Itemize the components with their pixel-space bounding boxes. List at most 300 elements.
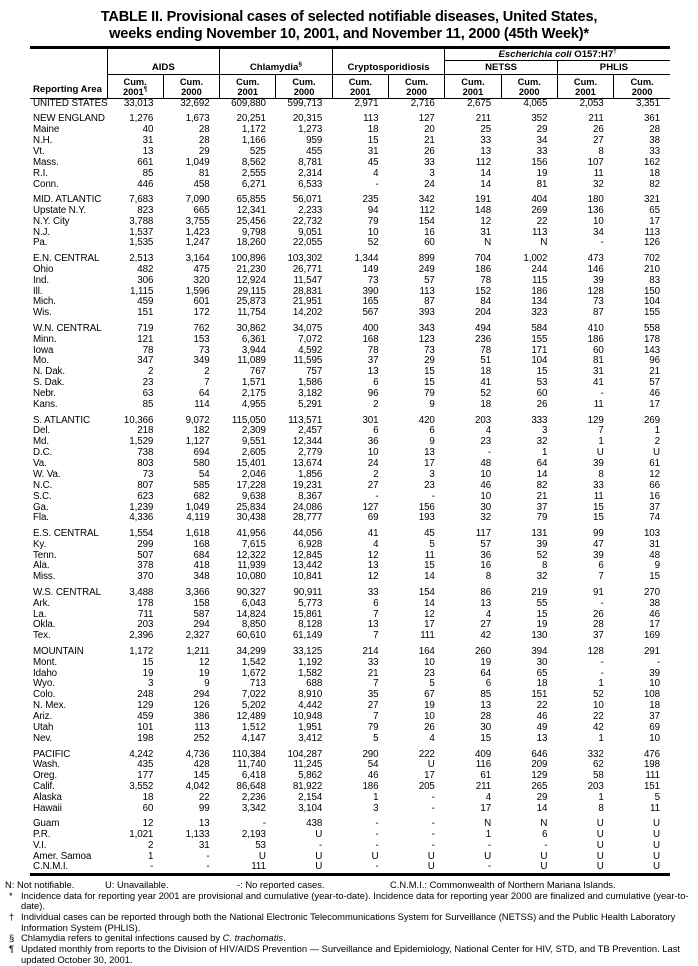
cell-value: 82 (536, 479, 548, 491)
cell-value: 16 (480, 560, 492, 572)
cell-value: 168 (193, 538, 210, 550)
cell-value: 4,119 (186, 512, 210, 524)
cell-value: 1 (654, 425, 660, 437)
cell-value: 198 (137, 732, 154, 744)
cell-value: 8,128 (298, 619, 323, 631)
cell-value: 348 (193, 571, 210, 583)
cell-value: 126 (193, 700, 210, 712)
cell-value: 211 (475, 780, 492, 792)
cell-value: 57 (480, 538, 492, 550)
table-row (30, 470, 670, 481)
row-area-label: N.J. (33, 226, 51, 238)
cell-value: 17 (649, 398, 660, 410)
cell-value: - (600, 667, 604, 679)
cell-value: 64 (198, 388, 210, 400)
table-row (30, 286, 670, 297)
cell-value: 78 (367, 344, 379, 356)
cell-value: 27 (367, 700, 379, 712)
cell-value: - (600, 656, 604, 668)
cell-value: 7 (373, 608, 379, 620)
cell-value: 3,182 (298, 388, 323, 400)
cell-value: 126 (643, 237, 660, 249)
cell-value: 12 (142, 818, 154, 830)
row-area-label: Ariz. (33, 711, 53, 723)
cell-value: 1 (598, 436, 604, 448)
cell-value: 6 (373, 597, 379, 609)
cell-value: 4 (429, 732, 435, 744)
cell-value: 4,147 (241, 732, 266, 744)
cell-value: 46 (536, 711, 548, 723)
cell-value: 19 (198, 667, 210, 679)
table-row (30, 657, 670, 668)
row-area-label: Minn. (33, 333, 57, 345)
cell-value: 13,442 (292, 560, 323, 572)
cell-value: 39 (592, 274, 604, 286)
cell-value: 378 (137, 560, 154, 572)
cell-value: 342 (418, 194, 435, 206)
cell-value: 29 (536, 124, 548, 136)
cell-value: 2,154 (298, 791, 323, 803)
cell-value: - (375, 818, 379, 830)
cell-value: 2,053 (579, 98, 604, 109)
cell-value: 3,944 (241, 344, 266, 356)
cell-value: 25 (480, 124, 492, 136)
cell-value: 28 (198, 124, 210, 136)
row-area-label: Tenn. (33, 549, 57, 561)
footnote-text: Individual cases can be reported through both the National Electronic Telecommunications System for Surveillance (NETSS) and the Public Health Laboratory Information System (PHLIS). (21, 910, 676, 933)
cell-value: 7,072 (298, 333, 323, 345)
cell-value: 26 (424, 721, 435, 733)
cell-value: 5,291 (298, 398, 323, 410)
cell-value: 1 (598, 678, 604, 690)
cell-value: 623 (137, 490, 154, 502)
cell-value: 2,675 (467, 98, 492, 109)
cell-value: 32 (592, 178, 604, 190)
cell-value: - (150, 861, 154, 873)
cell-value: 74 (649, 512, 660, 524)
cell-value: 41 (367, 528, 379, 540)
table-row (30, 760, 670, 771)
cell-value: 36 (480, 549, 492, 561)
cell-value: 17 (649, 215, 660, 227)
cell-value: 22 (536, 215, 548, 227)
cell-value: 10 (367, 226, 379, 238)
footnote-symbol: * (9, 889, 13, 901)
column-header-cum-9: Cum. 2000 (614, 75, 670, 99)
cell-value: 2,175 (241, 388, 266, 400)
cell-value: 198 (643, 759, 660, 771)
cell-value: 151 (531, 689, 548, 701)
cell-value: 1,529 (129, 436, 154, 448)
cell-value: 81 (536, 178, 548, 190)
cell-value: 823 (137, 204, 154, 216)
cell-value: U (653, 447, 660, 459)
cell-value: 11,595 (293, 355, 323, 367)
cell-value: 757 (306, 366, 323, 378)
table-row (30, 147, 670, 158)
cell-value: 5,862 (298, 770, 323, 782)
cell-value: 260 (475, 645, 492, 657)
row-area-label: Wash. (33, 759, 60, 771)
table-title-line1: TABLE II. Provisional cases of selected notifiable diseases, United States, (100, 9, 598, 25)
cell-value: 4,065 (523, 98, 548, 109)
cell-value: 156 (418, 501, 435, 513)
cell-value: 6,533 (298, 178, 323, 190)
cell-value: 129 (137, 700, 154, 712)
table-row (30, 572, 670, 583)
cell-value: 291 (643, 645, 660, 657)
cell-value: 18 (142, 791, 154, 803)
cell-value: 46 (649, 608, 660, 620)
cell-value: 26 (536, 398, 548, 410)
cell-value: U (484, 850, 492, 862)
cell-value: 3,164 (185, 253, 210, 265)
cell-value: 1 (485, 829, 492, 841)
cell-value: U (315, 850, 323, 862)
cell-value: - (600, 388, 604, 400)
row-area-label: S. ATLANTIC (33, 414, 90, 426)
table-row (30, 734, 670, 745)
row-area-label: Colo. (33, 689, 56, 701)
table-row (30, 109, 670, 124)
table-row (30, 745, 670, 760)
cell-value: 26 (592, 608, 604, 620)
table-row (30, 459, 670, 470)
cell-value: 33 (536, 145, 548, 157)
cell-value: 62 (592, 759, 604, 771)
cell-value: 459 (137, 711, 154, 723)
cell-value: 3,488 (129, 587, 154, 599)
cell-value: 65 (649, 204, 660, 216)
cell-value: 10,366 (123, 414, 154, 426)
cell-value: U (653, 839, 660, 851)
cell-value: 15 (592, 501, 604, 513)
cell-value: 3 (373, 802, 379, 814)
table-row (30, 598, 670, 609)
cell-value: 323 (531, 307, 548, 319)
cell-value: 248 (137, 689, 154, 701)
cell-value: 37 (536, 501, 548, 513)
row-area-label: Nebr. (33, 388, 56, 400)
cell-value: 131 (531, 528, 548, 540)
cell-value: 8,562 (241, 156, 266, 168)
cell-value: 2 (373, 468, 379, 480)
cell-value: 103 (643, 528, 660, 540)
cell-value: 3,351 (635, 98, 660, 109)
footnote-symbol: ¶ (9, 943, 15, 955)
cell-value: 352 (531, 113, 548, 125)
header-spacer-crypto (332, 48, 445, 61)
cell-value: 609,880 (231, 98, 266, 109)
cell-value: 28 (592, 619, 604, 631)
cell-value: 1,618 (185, 528, 210, 540)
col-group-netss: NETSS (445, 61, 558, 75)
cell-value: 2 (373, 398, 379, 410)
cell-value: 156 (531, 156, 548, 168)
table-row (30, 491, 670, 502)
ecoli-italic-label: Escherichia coli (498, 49, 572, 60)
cell-value: 146 (587, 263, 604, 275)
cell-value: 19 (536, 167, 548, 179)
cell-value: 10,841 (292, 571, 323, 583)
cell-value: 113,571 (288, 414, 323, 426)
column-header-cum-0: Cum. 2001¶ (107, 75, 163, 99)
cell-value: 39 (592, 549, 604, 561)
cell-value: 63 (142, 388, 154, 400)
table-row (30, 437, 670, 448)
cell-value: 56,071 (292, 194, 323, 206)
header-spacer-aids (107, 48, 220, 61)
cell-value: 2 (147, 839, 154, 851)
cell-value: 58 (592, 770, 604, 782)
cell-value: 7,615 (241, 538, 266, 550)
table-row (30, 275, 670, 286)
cell-value: 17 (424, 770, 435, 782)
cell-value: 24 (424, 178, 435, 190)
cell-value: 10,080 (236, 571, 266, 583)
row-area-label: Guam (33, 818, 60, 830)
footnote-text: C. trachomatis (222, 932, 284, 944)
cell-value: 9,072 (185, 414, 210, 426)
cell-value: 39 (649, 667, 660, 679)
cell-value: 186 (587, 333, 604, 345)
cell-value: 8,910 (298, 689, 323, 701)
cell-value: 3 (429, 468, 435, 480)
cell-value: 1,586 (298, 377, 323, 389)
cell-value: 13 (367, 560, 379, 572)
cell-value: 112 (475, 156, 492, 168)
cell-value: 26 (424, 145, 435, 157)
cell-value: 294 (193, 619, 210, 631)
cell-value: 704 (475, 253, 492, 265)
row-area-label: Fla. (33, 512, 49, 524)
cell-value: 5 (429, 678, 435, 690)
cell-value: 28 (649, 124, 660, 136)
cell-value: 3,104 (298, 802, 323, 814)
cell-value: 13,674 (292, 457, 323, 469)
cell-value: 3 (147, 678, 154, 690)
table-row (30, 389, 670, 400)
cell-value: 4 (373, 167, 379, 179)
cell-value: 178 (137, 597, 154, 609)
cell-value: 45 (424, 528, 435, 540)
cell-value: 7,683 (129, 194, 154, 206)
cell-value: 1 (598, 791, 604, 803)
cell-value: 3,755 (185, 215, 210, 227)
row-area-label: W.S. CENTRAL (33, 587, 101, 599)
table-row (30, 356, 670, 367)
table-row (30, 583, 670, 598)
cell-value: 21,230 (236, 263, 266, 275)
cell-value: 1,172 (241, 124, 266, 136)
cell-value: 306 (137, 274, 154, 286)
cell-value: 2,327 (185, 630, 210, 642)
table-row (30, 793, 670, 804)
row-area-label: Amer. Samoa (33, 850, 92, 862)
cell-value: 6,361 (241, 333, 266, 345)
cell-value: 214 (362, 645, 379, 657)
row-area-label: S. Dak. (33, 377, 65, 389)
cell-value: 52 (536, 549, 548, 561)
table-row (30, 249, 670, 264)
cell-value: 567 (362, 307, 379, 319)
row-area-label: Calif. (33, 780, 55, 792)
disease-table (30, 46, 670, 876)
cell-value: 807 (137, 479, 154, 491)
table-row (30, 771, 670, 782)
cell-value: 2,605 (241, 447, 266, 459)
cell-value: 31 (592, 366, 604, 378)
cell-value: 26,771 (292, 263, 323, 275)
cell-value: 85 (142, 167, 154, 179)
cell-value: 20,251 (236, 113, 266, 125)
cell-value: 33 (367, 656, 379, 668)
cell-value: 2,555 (241, 167, 266, 179)
cell-value: 22 (592, 711, 604, 723)
cell-value: 27 (367, 479, 379, 491)
row-area-label: Wis. (33, 307, 52, 319)
table-row (30, 631, 670, 642)
cell-value: 186 (362, 780, 379, 792)
cell-value: U (258, 850, 266, 862)
cell-value: 3,412 (298, 732, 323, 744)
table-row (30, 841, 670, 852)
cell-value: 719 (137, 322, 154, 334)
table-row (30, 334, 670, 345)
cell-value: 129 (531, 770, 548, 782)
table-row (30, 206, 670, 217)
cell-value: 143 (643, 344, 660, 356)
cell-value: 12,341 (236, 204, 266, 216)
column-header-cum-3: Cum. 2000 (276, 75, 332, 99)
cell-value: 803 (137, 457, 154, 469)
table-row (30, 701, 670, 712)
cell-value: 78 (480, 344, 492, 356)
column-header-cum-8: Cum. 2001 (557, 75, 613, 99)
cell-value: 10 (367, 447, 379, 459)
cell-value: 959 (306, 134, 323, 146)
cell-value: 18 (649, 167, 660, 179)
cell-value: 205 (418, 780, 435, 792)
cell-value: 113 (419, 285, 435, 297)
cell-value: 7 (204, 377, 210, 389)
cell-value: 21 (649, 366, 660, 378)
row-area-label: Conn. (33, 178, 59, 190)
cell-value: 19 (424, 700, 435, 712)
cell-value: 21 (536, 490, 548, 502)
cell-value: - (375, 490, 379, 502)
col-group-chlamydia: Chlamydia§ (220, 61, 333, 75)
cell-value: 182 (193, 425, 210, 437)
cell-value: 1,856 (298, 468, 323, 480)
cell-value: 1,596 (185, 285, 210, 297)
cell-value: 128 (587, 645, 604, 657)
cell-value: 15 (480, 732, 492, 744)
cell-value: 60 (592, 344, 604, 356)
cell-value: 13 (480, 700, 492, 712)
column-header-cum-6: Cum. 2001 (445, 75, 501, 99)
cell-value: 438 (306, 818, 323, 830)
cell-value: 14 (536, 802, 548, 814)
cell-value: 7 (373, 711, 379, 723)
cell-value: 90,911 (293, 587, 323, 599)
cell-value: 32 (536, 571, 548, 583)
cell-value: 222 (418, 748, 435, 760)
row-area-label: MOUNTAIN (33, 645, 84, 657)
cell-value: 23 (424, 479, 435, 491)
cell-value: 270 (643, 587, 660, 599)
cell-value: 235 (362, 194, 379, 206)
cell-value: - (431, 802, 435, 814)
cell-value: 15 (367, 134, 379, 146)
cell-value: 96 (649, 355, 660, 367)
cell-value: 507 (137, 549, 154, 561)
table-row (30, 690, 670, 701)
cell-value: - (431, 818, 435, 830)
table-row (30, 513, 670, 524)
cell-value: 6 (485, 678, 492, 690)
cell-value: 494 (475, 322, 492, 334)
cell-value: 2,233 (298, 204, 323, 216)
cell-value: 15 (424, 560, 435, 572)
cell-value: 20 (424, 124, 435, 136)
cell-value: 111 (251, 861, 266, 873)
cell-value: 136 (587, 204, 604, 216)
row-area-label: Okla. (33, 619, 56, 631)
cell-value: 66 (649, 479, 660, 491)
cell-value: 1,276 (129, 113, 154, 125)
cell-value: U (315, 829, 323, 841)
cell-value: U (596, 818, 604, 830)
cell-value: 82 (649, 178, 660, 190)
cell-value: 41,956 (236, 528, 266, 540)
cell-value: 446 (137, 178, 154, 190)
cell-value: 7 (598, 425, 604, 437)
cell-value: 1,537 (129, 226, 154, 238)
cell-value: 599,713 (287, 98, 323, 109)
legend-not-notifiable: N: Not notifiable. (5, 878, 75, 890)
column-header-cum-1: Cum. 2000 (163, 75, 219, 99)
cell-value: 9 (429, 398, 435, 410)
cell-value: 3,788 (129, 215, 154, 227)
table-row (30, 168, 670, 179)
cell-value: 2,193 (241, 829, 266, 841)
cell-value: 10 (592, 215, 604, 227)
table-row (30, 620, 670, 631)
cell-value: 69 (649, 721, 660, 733)
cell-value: 52 (480, 388, 492, 400)
cell-value: 1,344 (354, 253, 379, 265)
row-area-label: Utah (33, 721, 54, 733)
cell-value: 646 (531, 748, 548, 760)
table-row (30, 502, 670, 513)
cell-value: 149 (362, 263, 379, 275)
cell-value: 45 (367, 156, 379, 168)
footnotes (5, 880, 694, 966)
cell-value: 12,344 (292, 436, 323, 448)
cell-value: 145 (193, 770, 210, 782)
cell-value: 9,051 (298, 226, 323, 238)
cell-value: 123 (418, 333, 435, 345)
cell-value: 1,273 (298, 124, 323, 136)
cell-value: 6 (373, 377, 379, 389)
cell-value: 53 (536, 377, 548, 389)
table-row (30, 297, 670, 308)
cell-value: 15 (592, 512, 604, 524)
cell-value: - (600, 597, 604, 609)
cell-value: 22,055 (292, 237, 323, 249)
cell-value: 128 (587, 285, 604, 297)
